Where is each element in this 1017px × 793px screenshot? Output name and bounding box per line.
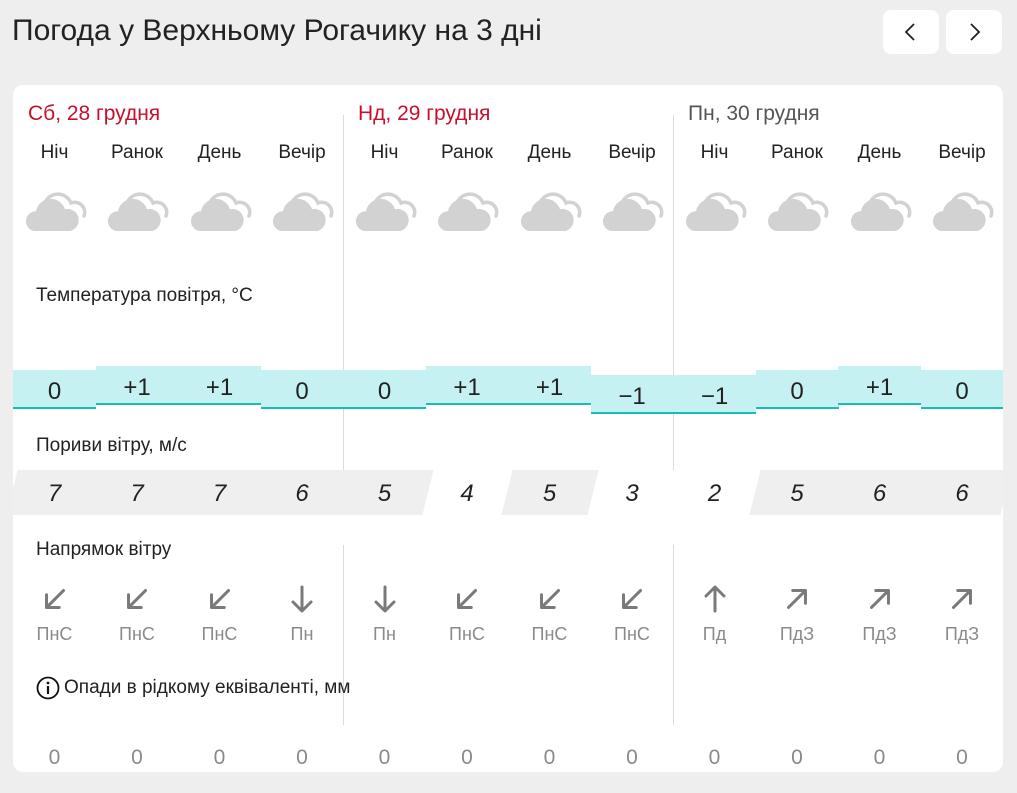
wind-gust-value: 6 bbox=[955, 480, 969, 507]
precipitation-value: 0 bbox=[461, 746, 473, 769]
wind-direction-label: ПнС bbox=[531, 624, 568, 644]
temperature-value: +1 bbox=[205, 373, 234, 401]
wind-direction-cell bbox=[756, 583, 839, 615]
precipitation-value: 0 bbox=[791, 746, 803, 769]
weather-cell bbox=[426, 185, 509, 235]
period-label: Ранок bbox=[441, 142, 493, 163]
forecast-card bbox=[13, 85, 1003, 772]
precipitation-value: 0 bbox=[708, 746, 721, 769]
precipitation-value: 0 bbox=[873, 746, 886, 769]
period-label: Ранок bbox=[111, 142, 163, 163]
cloud-icon bbox=[517, 185, 583, 235]
wind-gust-value: 5 bbox=[542, 480, 557, 507]
wind-direction-cell bbox=[178, 583, 261, 615]
temperature-section-title: Температура повітря, °C bbox=[36, 285, 253, 306]
period-label: Вечір bbox=[938, 142, 986, 163]
temperature-value: +1 bbox=[453, 373, 481, 401]
info-icon[interactable] bbox=[36, 676, 60, 700]
day-label: Сб, 28 грудня bbox=[28, 102, 161, 125]
precipitation-value: 0 bbox=[626, 746, 638, 769]
temperature-value: 0 bbox=[790, 378, 804, 405]
cloud-icon bbox=[682, 185, 748, 235]
precipitation-value: 0 bbox=[956, 746, 968, 769]
wind-gust-value: 2 bbox=[707, 480, 722, 507]
wind-direction-cell bbox=[838, 583, 921, 615]
cloud-icon bbox=[269, 185, 335, 235]
wind-direction-cell bbox=[673, 583, 756, 615]
precipitation-value: 0 bbox=[296, 746, 308, 769]
wind-direction-cell bbox=[13, 583, 96, 615]
weather-cell bbox=[13, 185, 96, 235]
temperature-value: +1 bbox=[123, 373, 151, 401]
weather-cell bbox=[508, 185, 591, 235]
cloud-icon bbox=[434, 185, 500, 235]
wind-direction-label: ПнС bbox=[614, 624, 650, 644]
wind-direction-label: Пд bbox=[702, 624, 727, 644]
period-label: Вечір bbox=[608, 142, 656, 163]
cloud-icon bbox=[599, 185, 665, 235]
period-label: Ніч bbox=[700, 142, 729, 163]
wind-gust-value: 5 bbox=[790, 480, 804, 507]
temperature-value: 0 bbox=[295, 378, 309, 405]
wind-gusts-section-title: Пориви вітру, м/с bbox=[36, 435, 187, 456]
weather-cell bbox=[343, 185, 426, 235]
wind-gust-value: 7 bbox=[212, 480, 227, 507]
wind-direction-label: Пн bbox=[373, 624, 396, 644]
wind-gust-value: 5 bbox=[377, 480, 392, 507]
precipitation-value: 0 bbox=[213, 746, 226, 769]
temperature-value: 0 bbox=[47, 378, 62, 405]
day-label: Нд, 29 грудня bbox=[358, 102, 491, 125]
day-divider bbox=[343, 115, 344, 470]
period-label: Ніч bbox=[370, 142, 399, 163]
weather-cell bbox=[261, 185, 344, 235]
cloud-icon bbox=[104, 185, 170, 235]
chevron-right-icon bbox=[964, 22, 984, 42]
wind-gust-value: 6 bbox=[872, 480, 887, 507]
wind-direction-cell bbox=[261, 583, 344, 615]
period-label: Ранок bbox=[771, 142, 823, 163]
weather-cell bbox=[921, 185, 1004, 235]
prev-button[interactable] bbox=[883, 10, 939, 54]
wind-direction-label: ПдЗ bbox=[944, 624, 980, 644]
wind-direction-label: ПнС bbox=[449, 624, 485, 644]
wind-arrow-icon bbox=[699, 583, 731, 615]
page-title: Погода у Верхньому Рогачику на 3 дні bbox=[12, 14, 542, 47]
weather-cell bbox=[178, 185, 261, 235]
day-divider bbox=[673, 115, 674, 470]
temperature-value: −1 bbox=[700, 382, 729, 410]
wind-direction-label: ПдЗ bbox=[779, 624, 815, 644]
wind-direction-cell bbox=[921, 583, 1004, 615]
wind-direction-section-title: Напрямок вітру bbox=[36, 539, 172, 560]
wind-direction-cell bbox=[343, 583, 426, 615]
period-label: День bbox=[527, 142, 572, 163]
wind-gust-value: 4 bbox=[460, 480, 474, 507]
cloud-icon bbox=[929, 185, 995, 235]
temperature-value: −1 bbox=[618, 382, 646, 410]
weather-cell bbox=[756, 185, 839, 235]
wind-arrow-icon bbox=[451, 583, 483, 615]
wind-direction-cell bbox=[426, 583, 509, 615]
period-label: Вечір bbox=[278, 142, 326, 163]
precipitation-value: 0 bbox=[48, 746, 61, 769]
wind-arrow-icon bbox=[369, 583, 401, 615]
wind-direction-label: ПдЗ bbox=[862, 624, 897, 644]
wind-direction-cell bbox=[591, 583, 674, 615]
precipitation-value: 0 bbox=[378, 746, 391, 769]
wind-direction-label: ПнС bbox=[201, 624, 238, 644]
wind-direction-cell bbox=[508, 583, 591, 615]
temperature-value: 0 bbox=[955, 378, 969, 405]
wind-direction-label: Пн bbox=[290, 624, 314, 644]
wind-arrow-icon bbox=[616, 583, 648, 615]
precipitation-value: 0 bbox=[543, 746, 556, 769]
temperature-value: +1 bbox=[865, 373, 894, 401]
wind-direction-label: ПнС bbox=[119, 624, 155, 644]
wind-arrow-icon bbox=[39, 583, 71, 615]
wind-gust-value: 6 bbox=[295, 480, 309, 507]
wind-arrow-icon bbox=[864, 583, 896, 615]
wind-arrow-icon bbox=[534, 583, 566, 615]
wind-direction-cell bbox=[96, 583, 179, 615]
weather-cell bbox=[591, 185, 674, 235]
wind-arrow-icon bbox=[286, 583, 318, 615]
wind-arrow-icon bbox=[204, 583, 236, 615]
wind-direction-label: ПнС bbox=[36, 624, 73, 644]
period-label: День bbox=[857, 142, 902, 163]
wind-gust-value: 7 bbox=[47, 480, 62, 507]
weather-cell bbox=[673, 185, 756, 235]
cloud-icon bbox=[764, 185, 830, 235]
wind-gust-value: 7 bbox=[130, 480, 144, 507]
cloud-icon bbox=[187, 185, 253, 235]
day-label: Пн, 30 грудня bbox=[688, 102, 820, 125]
wind-gust-value: 3 bbox=[625, 480, 639, 507]
precipitation-value: 0 bbox=[131, 746, 143, 769]
weather-cell bbox=[838, 185, 921, 235]
wind-arrow-icon bbox=[121, 583, 153, 615]
period-label: Ніч bbox=[40, 142, 69, 163]
chevron-left-icon bbox=[901, 22, 921, 42]
weather-cell bbox=[96, 185, 179, 235]
temperature-value: 0 bbox=[377, 378, 392, 405]
period-label: День bbox=[197, 142, 242, 163]
cloud-icon bbox=[22, 185, 88, 235]
cloud-icon bbox=[352, 185, 418, 235]
next-button[interactable] bbox=[946, 10, 1002, 54]
wind-arrow-icon bbox=[946, 583, 978, 615]
wind-arrow-icon bbox=[781, 583, 813, 615]
cloud-icon bbox=[847, 185, 913, 235]
precipitation-section-title: Опади в рідкому еквіваленті, мм bbox=[64, 677, 351, 698]
temperature-value: +1 bbox=[535, 373, 564, 401]
